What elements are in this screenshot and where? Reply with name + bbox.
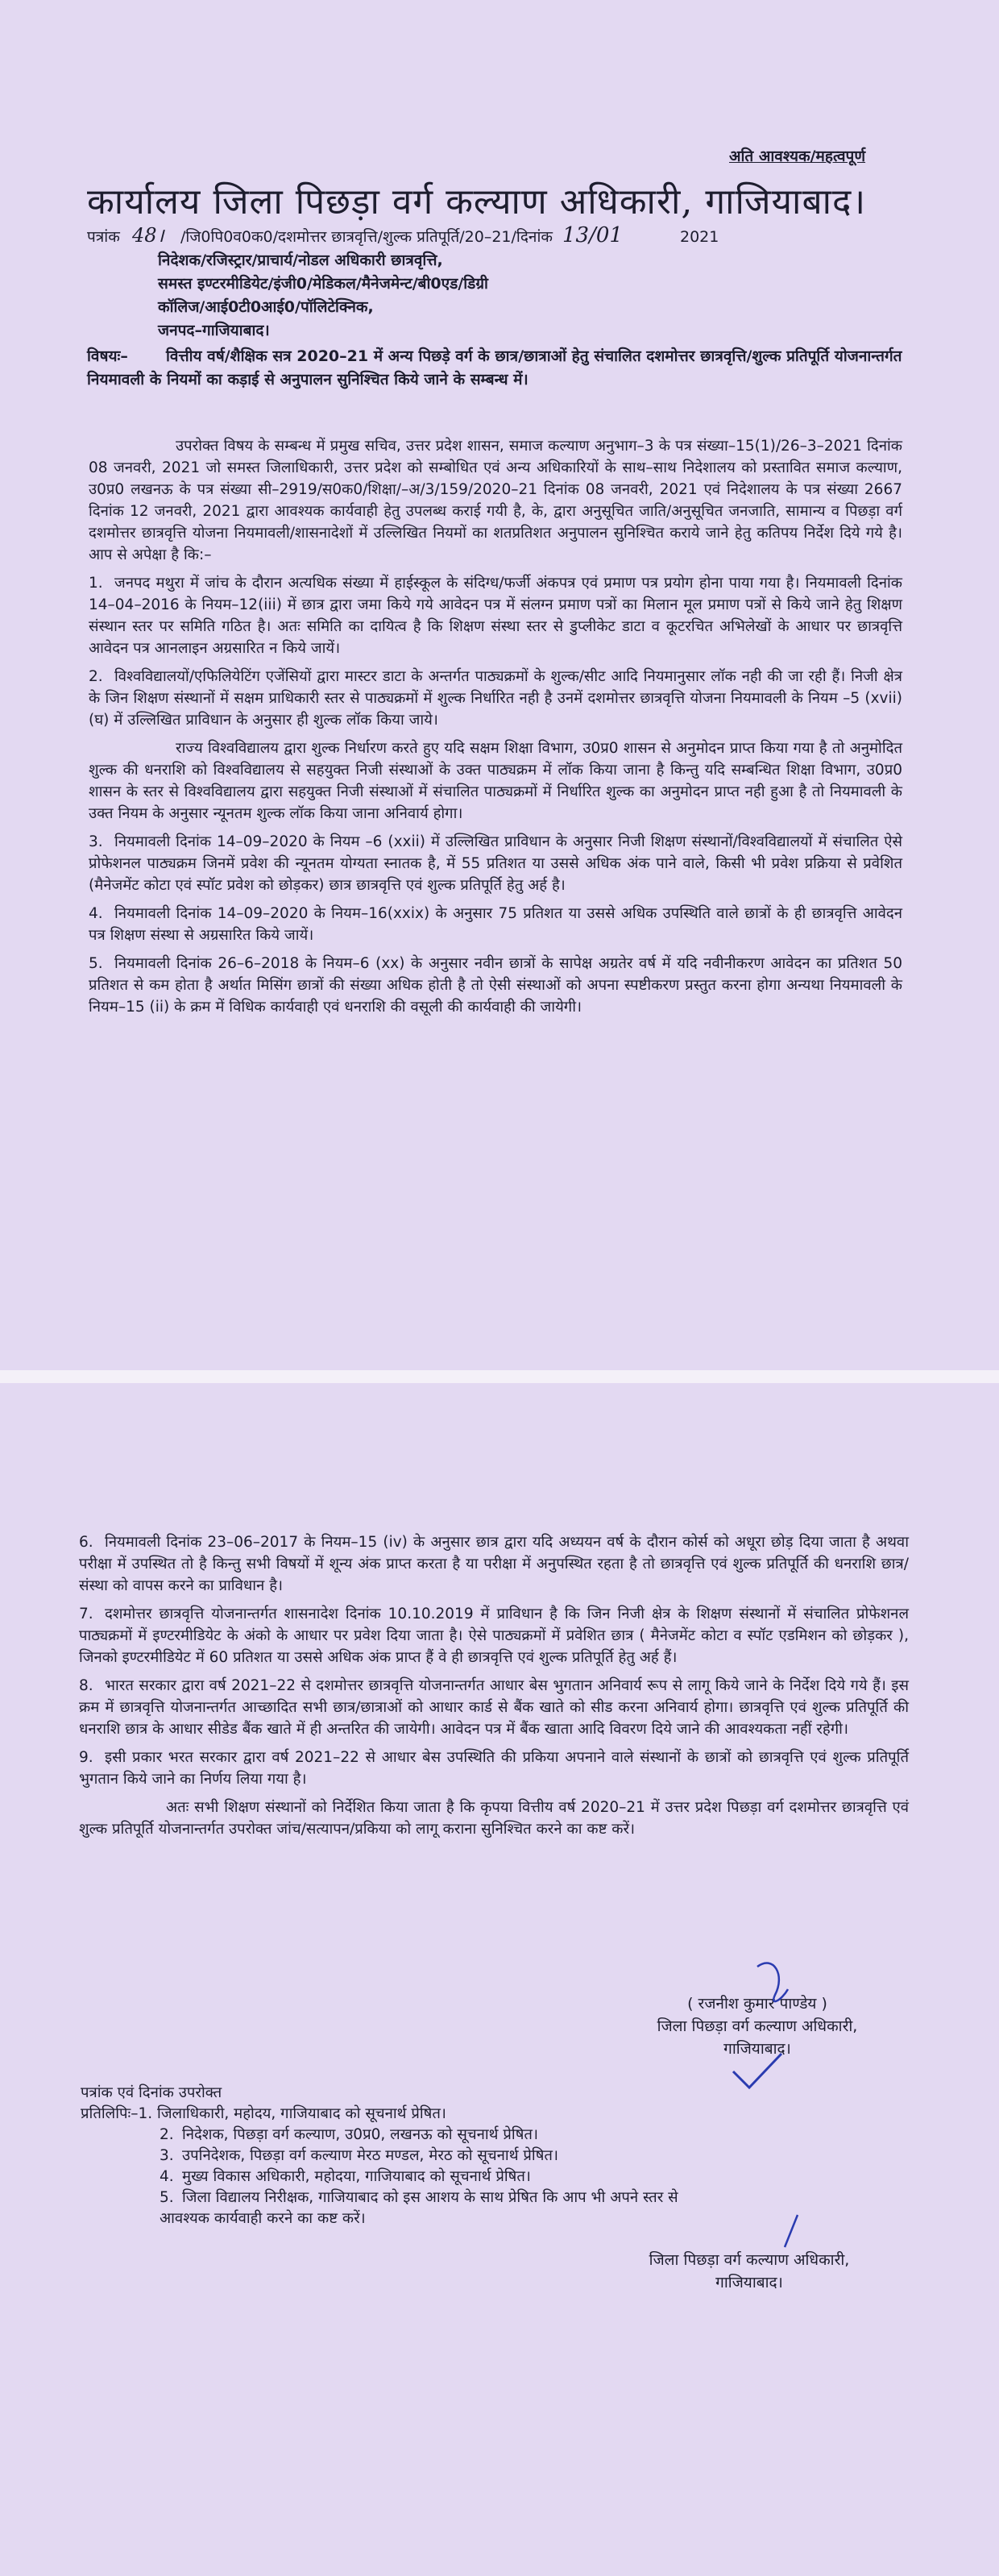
ref-number: 48। — [132, 224, 164, 247]
signatory-designation: जिला पिछड़ा वर्ग कल्याण अधिकारी, — [657, 2017, 858, 2035]
signatory-place: गाजियाबाद। — [715, 2274, 783, 2291]
addressee-line: समस्त इण्टरमीडियेट/इंजी0/मेडिकल/मैनेजमेन्ट/बी0एड/डिग्री — [158, 275, 488, 293]
point-8 — [79, 1675, 909, 1740]
copy-item-number: 3. — [160, 2147, 174, 2164]
ref-text: /जि0पि0व0क0/दशमोत्तर छात्रवृत्ति/शुल्क प्रतिपूर्ति/20–21/दिनांक — [180, 228, 553, 246]
point-number: 2. — [89, 668, 103, 685]
point-text: भारत सरकार द्वारा वर्ष 2021–22 से दशमोत्तर छात्रवृत्ति योजनान्तर्गत आधार बेस भुगतान अनिवार्य रूप से लागू किये जाने के निर्देश दिये गये हैं। इस क्रम में छात्रवृत्ति योजनान्तर्गत आच्छादित सभी छात्र/छात्राओं को आधार कार्ड से बैंक खाते को सीड करना अनिवार्य होगा। छात्रवृत्ति एवं शुल्क प्रतिपूर्ति की धनराशि छात्र के आधार सीडेड बैंक खाते में ही अन्तरित की जायेगी। आवेदन पत्र में बैंक खाता आदि विवरण दिये जाने की आवश्यकता नहीं रहेगी। — [79, 1677, 909, 1738]
copy-item — [160, 2188, 693, 2229]
urgent-label: अति आवश्यक/महत्वपूर्ण — [729, 147, 866, 165]
signatory-designation: जिला पिछड़ा वर्ग कल्याण अधिकारी, — [649, 2251, 850, 2269]
copy-item — [160, 2125, 693, 2146]
letter-body-page-1 — [89, 435, 902, 1024]
copy-item — [160, 2146, 693, 2167]
reference-block — [87, 224, 925, 343]
handwritten-initial-icon — [773, 2212, 806, 2252]
point-6 — [79, 1531, 909, 1597]
point-7 — [79, 1603, 909, 1668]
handwritten-signature-icon — [725, 1951, 846, 2112]
point-text: नियमावली दिनांक 14–09–2020 के नियम –6 (xxii) में उल्लिखित प्राविधान के अनुसार निजी शिक्षण संस्थानों/विश्वविद्यालयों में संचालित ऐसे प्रोफेशनल पाठ्यक्रम जिनमें प्रवेश की न्यूनतम योग्यता स्नातक है, में 55 प्रतिशत या उससे अधिक अंक पाने वाले, किसी भी प्रवेश प्रक्रिया से प्रवेशित (मैनेजमेंट कोटा एवं स्पॉट प्रवेश को छोड़कर) छात्र छात्रवृत्ति एवं शुल्क प्रतिपूर्ति हेतु अर्ह है। — [89, 833, 902, 894]
subject-block — [87, 345, 902, 392]
point-number: 8. — [79, 1677, 93, 1694]
point-2-continuation: राज्य विश्वविद्यालय द्वारा शुल्क निर्धारण करते हुए यदि सक्षम शिक्षा विभाग, उ0प्र0 शासन से अनुमोदन प्राप्त किया गया है तो अनुमोदित शुल्क की धनराशि को विश्वविद्यालय से सहयुक्त निजी संस्थाओं के उक्त पाठ्यक्रम में लॉक किया जाना है किन्तु यदि सम्बन्धित शिक्षा विभाग, उ0प्र0 शासन के स्तर से विश्वविद्यालय द्वारा सहयुक्त निजी संस्थाओं में संचालित पाठ्यक्रमों में निर्धारित शुल्क का अनुमोदन प्राप्त नही हुआ है तो नियमावली के उक्त नियम के अनुसार न्यूनतम शुल्क लॉक किया जाना अनिवार्य होगा। — [89, 740, 902, 822]
copy-item-text: निदेशक, पिछड़ा वर्ग कल्याण, उ0प्र0, लखनऊ को सूचनार्थ प्रेषित। — [182, 2126, 538, 2143]
copy-list-first-line — [81, 2104, 693, 2125]
copy-item — [160, 2167, 693, 2188]
letter-body-page-2 — [79, 1531, 909, 1847]
point-number: 3. — [89, 833, 103, 850]
addressee-block — [158, 249, 925, 343]
subject-label: विषयः– — [87, 347, 128, 365]
ref-year: 2021 — [679, 228, 719, 246]
point-number: 5. — [89, 955, 103, 972]
point-text: नियमावली दिनांक 14–09–2020 के नियम–16(xxix) के अनुसार 75 प्रतिशत या उससे अधिक उपस्थिति वाले छात्रों के ही छात्रवृत्ति आवेदन पत्र शिक्षण संस्था से अग्रसारित किये जायें। — [89, 905, 902, 944]
point-3 — [89, 831, 902, 896]
ref-label: पत्रांक — [87, 228, 120, 246]
copy-item-text: मुख्य विकास अधिकारी, महोदया, गाजियाबाद को सूचनार्थ प्रेषित। — [182, 2168, 531, 2185]
page-gap — [0, 1370, 999, 1383]
reference-line — [87, 224, 925, 249]
copy-item-text: जिलाधिकारी, महोदय, गाजियाबाद को सूचनार्थ प्रेषित। — [157, 2105, 446, 2122]
subject-text: वित्तीय वर्ष/शैक्षिक सत्र 2020–21 में अन्य पिछड़े वर्ग के छात्र/छात्राओं हेतु संचालित दशमोत्तर छात्रवृत्ति/शुल्क प्रतिपूर्ति योजनान्तर्गत नियमावली के नियमों का कड़ाई से अनुपालन सुनिश्चित किये जाने के सम्बन्ध में। — [87, 347, 902, 388]
copy-item-number: 4. — [160, 2168, 174, 2185]
point-text: जनपद मथुरा में जांच के दौरान अत्यधिक संख्या में हाईस्कूल के संदिग्ध/फर्जी अंकपत्र एवं प्रमाण पत्र प्रयोग होना पाया गया है। नियमावली दिनांक 14–04–2016 के नियम–12(iii) में छात्र द्वारा जमा किये गये आवेदन पत्र में संलग्न प्रमाण पत्रों का मिलान मूल प्रमाण पत्रों से किये जाने हेतु शिक्षण संस्थान स्तर पर समिति गठित है। अतः समिति का दायित्व है कि शिक्षण संस्था स्तर से डुप्लीकेट डाटा व कूटरचित अभिलेखों के आधार पर छात्रवृत्ति आवेदन पत्र आनलाइन अग्रसारित न किये जायें। — [89, 575, 902, 657]
copy-list — [81, 2125, 693, 2229]
point-9 — [79, 1747, 909, 1790]
copy-item-number: 1. — [138, 2105, 153, 2122]
point-text: नियमावली दिनांक 26–6–2018 के नियम–6 (xx) के अनुसार नवीन छात्रों के सापेक्ष अग्रतेर वर्ष में यदि नवीनीकरण आवेदन का प्रतिशत 50 प्रतिशत से कम होता है अर्थात मिसिंग छात्रों की संख्या अधिक होती है तो ऐसी संस्थाओं को अपना स्पष्टीकरण प्रस्तुत करना होगा अन्यथा नियमावली के नियम–15 (ii) के क्रम में विधिक कार्यवाही एवं धनराशि की वसूली की कार्यवाही की जायेगी। — [89, 955, 902, 1016]
addressee-line: निदेशक/रजिस्ट्रार/प्राचार्य/नोडल अधिकारी छात्रवृत्ति, — [158, 251, 443, 269]
point-text: दशमोत्तर छात्रवृत्ति योजनान्तर्गत शासनादेश दिनांक 10.10.2019 में प्राविधान है कि जिन निजी क्षेत्र के शिक्षण संस्थानों में संचालित प्रोफेशनल पाठ्यक्रमों में इण्टरमीडियेट के अंको के आधार पर प्रवेश दिया जाता है। ऐसे पाठ्यक्रमों में प्रवेशित छात्र ( मैनेजमेंट कोटा व स्पॉट एडमिशन को छोड़कर ), जिनको इण्टरमीडियेट में 60 प्रतिशत या उससे अधिक अंक प्राप्त हैं वे ही छात्रवृत्ति एवं शुल्क प्रतिपूर्ति हेतु अर्ह हैं। — [79, 1606, 909, 1666]
point-number: 6. — [79, 1534, 93, 1551]
copy-item-number: 2. — [160, 2126, 174, 2143]
point-number: 4. — [89, 905, 103, 922]
copy-item-text: उपनिदेशक, पिछड़ा वर्ग कल्याण मेरठ मण्डल, मेरठ को सूचनार्थ प्रेषित। — [182, 2147, 558, 2164]
closing-paragraph: अतः सभी शिक्षण संस्थानों को निर्देशित किया जाता है कि कृपया वित्तीय वर्ष 2020–21 में उत्तर प्रदेश पिछड़ा वर्ग दशमोत्तर छात्रवृत्ति एवं शुल्क प्रतिपूर्ति योजनान्तर्गत उपरोक्त जांच/सत्यापन/प्रकिया को लागू कराना सुनिश्चित करने का कष्ट करें। — [79, 1799, 909, 1838]
point-text: विश्वविद्यालयों/एफिलियेटिंग एजेंसियों द्वारा मास्टर डाटा के अन्तर्गत पाठ्यक्रमों के शुल्क/सीट आदि नियमानुसार लॉक नही की जा रही हैं। निजी क्षेत्र के जिन शिक्षण संस्थानों में सक्षम प्राधिकारी स्तर से पाठ्यक्रमों में शुल्क निर्धारित नही है उनमें दशमोत्तर छात्रवृत्ति योजना नियमावली के नियम –5 (xvii) (घ) में उल्लिखित प्राविधान के अनुसार ही शुल्क लॉक किया जाये। — [89, 668, 902, 729]
point-number: 9. — [79, 1749, 93, 1766]
signatory-place: गाजियाबाद। — [723, 2040, 791, 2058]
intro-paragraph: उपरोक्त विषय के सम्बन्ध में प्रमुख सचिव, उत्तर प्रदेश शासन, समाज कल्याण अनुभाग–3 के पत्र संख्या–15(1)/26–3–2021 दिनांक 08 जनवरी, 2021 जो समस्त जिलाधिकारी, उत्तर प्रदेश को सम्बोधित एवं अन्य अधिकारियों के साथ–साथ निदेशालय को प्रस्तावित समाज कल्याण, उ0प्र0 लखनऊ के पत्र संख्या सी–2919/स0क0/शिक्षा/–अ/3/159/2020–21 दिनांक 08 जनवरी, 2021 एवं निदेशालय के पत्र संख्या 2667 दिनांक 12 जनवरी, 2021 द्वारा आवश्यक कार्यवाही हेतु उपलब्ध कराई गयी है, के, द्वारा अनुसूचित जाति/अनुसूचित जनजाति, सामान्य व पिछड़ा वर्ग दशमोत्तर छात्रवृत्ति योजना नियमावली/शासनादेशों में उल्लिखित नियमों का शतप्रतिशत अनुपालन सुनिश्चित कराये जाने हेतु कतिपय निर्देश दिये गये है। आप से अपेक्षा है कि:– — [89, 438, 902, 563]
point-4 — [89, 903, 902, 946]
copy-label: प्रतिलिपिः– — [81, 2105, 139, 2122]
point-text: नियमावली दिनांक 23–06–2017 के नियम–15 (iv) के अनुसार छात्र द्वारा यदि अध्ययन वर्ष के दौरान कोर्स को अधूरा छोड़ दिया जाता है अथवा परीक्षा में उपस्थित तो है किन्तु सभी विषयों में शून्य अंक प्राप्त करता है या परीक्षा में अनुपस्थित रहता है तो छात्रवृत्ति एवं शुल्क प्रतिपूर्ति की धनराशि छात्र/संस्था को वापस करने का प्राविधान है। — [79, 1534, 909, 1594]
point-1 — [89, 572, 902, 659]
copy-reference: पत्रांक एवं दिनांक उपरोक्त — [81, 2084, 222, 2101]
point-text: इसी प्रकार भरत सरकार द्वारा वर्ष 2021–22 से आधार बेस उपस्थिति की प्रकिया अपनाने वाले संस्थानों के छात्रों को छात्रवृत्ति एवं शुल्क प्रतिपूर्ति भुगतान किये जाने का निर्णय लिया गया है। — [79, 1749, 909, 1788]
ref-date-handwritten: 13/01 — [562, 223, 623, 247]
copy-block — [81, 2083, 693, 2229]
point-5 — [89, 953, 902, 1018]
addressee-line: जनपद–गाजियाबाद। — [158, 322, 270, 339]
point-number: 1. — [89, 575, 103, 592]
signature-block-2 — [596, 2249, 902, 2294]
point-number: 7. — [79, 1606, 93, 1622]
copy-item-number: 5. — [160, 2189, 174, 2206]
addressee-line: कॉलिज/आई0टी0आई0/पॉलिटेक्निक, — [158, 298, 374, 316]
point-2 — [89, 666, 902, 731]
copy-item-text: जिला विद्यालय निरीक्षक, गाजियाबाद को इस आशय के साथ प्रेषित कि आप भी अपने स्तर से आवश्यक कार्यवाही करने का कष्ट करें। — [160, 2189, 678, 2227]
office-title: कार्यालय जिला पिछड़ा वर्ग कल्याण अधिकारी, गाजियाबाद। — [87, 181, 867, 222]
signatory-name: ( रजनीश कुमार पाण्डेय ) — [687, 1995, 827, 2013]
